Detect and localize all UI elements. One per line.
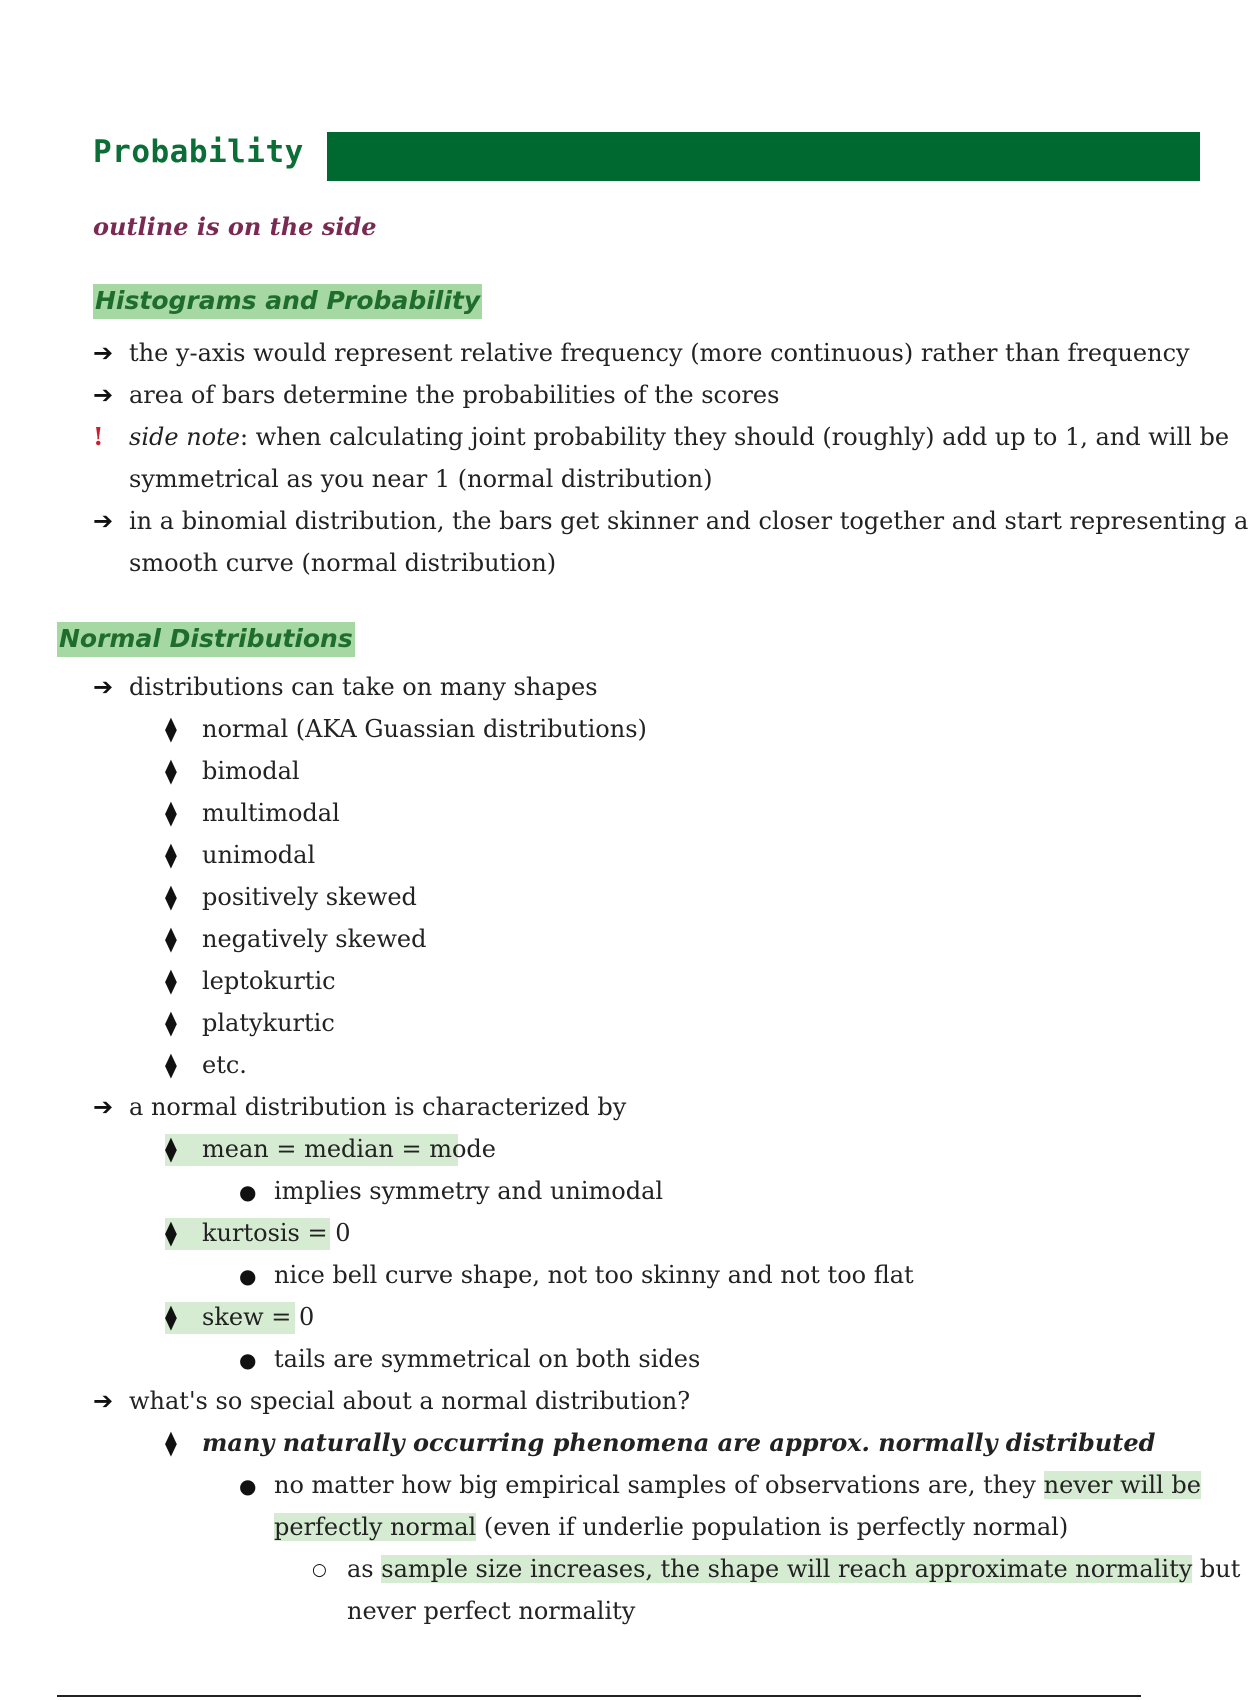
arrow-icon: ➔ [93, 1093, 114, 1121]
shape-item: negatively skewed [202, 925, 427, 953]
heading-histograms: Histograms and Probability [93, 284, 482, 319]
bullet-circle-icon: ○ [312, 1560, 327, 1580]
char-1-sub: implies symmetry and unimodal [274, 1177, 664, 1205]
diamond-icon: ⧫ [165, 1135, 177, 1163]
hist-bullet-1: the y-axis would represent relative frequency (more continuous) rather than frequency [129, 339, 1190, 367]
arrow-icon: ➔ [93, 381, 114, 409]
sample-text: as [347, 1555, 382, 1583]
char-2: kurtosis = 0 [202, 1219, 351, 1247]
char-1: mean = median = mode [202, 1135, 496, 1163]
diamond-icon: ⧫ [165, 1429, 177, 1457]
empirical-line1 [274, 1470, 1201, 1500]
hist-bullet-4-line2: smooth curve (normal distribution) [129, 549, 557, 577]
special-question: what's so special about a normal distribution? [129, 1387, 691, 1415]
empirical-text: (even if underlie population is perfectly normal) [476, 1513, 1069, 1541]
bullet-dot-icon: ● [239, 1180, 257, 1204]
shape-item: leptokurtic [202, 967, 336, 995]
hist-side-note-line2: symmetrical as you near 1 (normal distribution) [129, 465, 713, 493]
bullet-dot-icon: ● [239, 1348, 257, 1372]
char-2-sub: nice bell curve shape, not too skinny and not too flat [274, 1261, 914, 1289]
diamond-icon: ⧫ [165, 925, 177, 953]
bullet-dot-icon: ● [239, 1474, 257, 1498]
highlight-never-will-be: never will be [1043, 1471, 1201, 1499]
diamond-icon: ⧫ [165, 757, 177, 785]
diamond-icon: ⧫ [165, 1219, 177, 1247]
diamond-icon: ⧫ [165, 1009, 177, 1037]
highlight-perfectly-normal: perfectly normal [274, 1513, 477, 1541]
arrow-icon: ➔ [93, 673, 114, 701]
diamond-icon: ⧫ [165, 841, 177, 869]
char-intro: a normal distribution is characterized by [129, 1093, 627, 1121]
sample-text: but [1192, 1555, 1241, 1583]
highlight-sample-size: sample size increases, the shape will reach approximate normality [381, 1555, 1193, 1583]
arrow-icon: ➔ [93, 507, 114, 535]
exclamation-icon: ! [93, 422, 104, 451]
shape-item: bimodal [202, 757, 300, 785]
hist-bullet-2: area of bars determine the probabilities of the scores [129, 381, 780, 409]
diamond-icon: ⧫ [165, 967, 177, 995]
page-title: Probability [93, 134, 304, 170]
shape-item: platykurtic [202, 1009, 335, 1037]
empirical-line2 [274, 1512, 1068, 1542]
char-3: skew = 0 [202, 1303, 315, 1331]
arrow-icon: ➔ [93, 339, 114, 367]
shapes-intro: distributions can take on many shapes [129, 673, 598, 701]
shape-item: positively skewed [202, 883, 417, 911]
empirical-text: no matter how big empirical samples of observations are, they [274, 1471, 1044, 1499]
sample-line1 [347, 1554, 1240, 1584]
shape-item: etc. [202, 1051, 247, 1079]
diamond-icon: ⧫ [165, 715, 177, 743]
special-answer: many naturally occurring phenomena are approx. normally distributed [202, 1428, 1156, 1457]
bullet-dot-icon: ● [239, 1264, 257, 1288]
diamond-icon: ⧫ [165, 799, 177, 827]
hist-bullet-4-line1: in a binomial distribution, the bars get skinner and closer together and start representing a [129, 507, 1248, 535]
subtitle: outline is on the side [93, 212, 377, 241]
shape-item: unimodal [202, 841, 316, 869]
side-note-label: side note [129, 423, 240, 451]
shape-item: normal (AKA Guassian distributions) [202, 715, 647, 743]
title-row [93, 132, 1200, 182]
diamond-icon: ⧫ [165, 1303, 177, 1331]
shape-item: multimodal [202, 799, 340, 827]
heading-normal-distributions: Normal Distributions [57, 622, 355, 657]
hist-side-note-line1 [129, 422, 1229, 452]
char-3-sub: tails are symmetrical on both sides [274, 1345, 701, 1373]
diamond-icon: ⧫ [165, 1051, 177, 1079]
bottom-rule [57, 1695, 1141, 1697]
side-note-text: : when calculating joint probability they should (roughly) add up to 1, and will be [239, 423, 1230, 451]
arrow-icon: ➔ [93, 1387, 114, 1415]
title-bar [327, 132, 1200, 181]
sample-line2: never perfect normality [347, 1597, 636, 1625]
diamond-icon: ⧫ [165, 883, 177, 911]
